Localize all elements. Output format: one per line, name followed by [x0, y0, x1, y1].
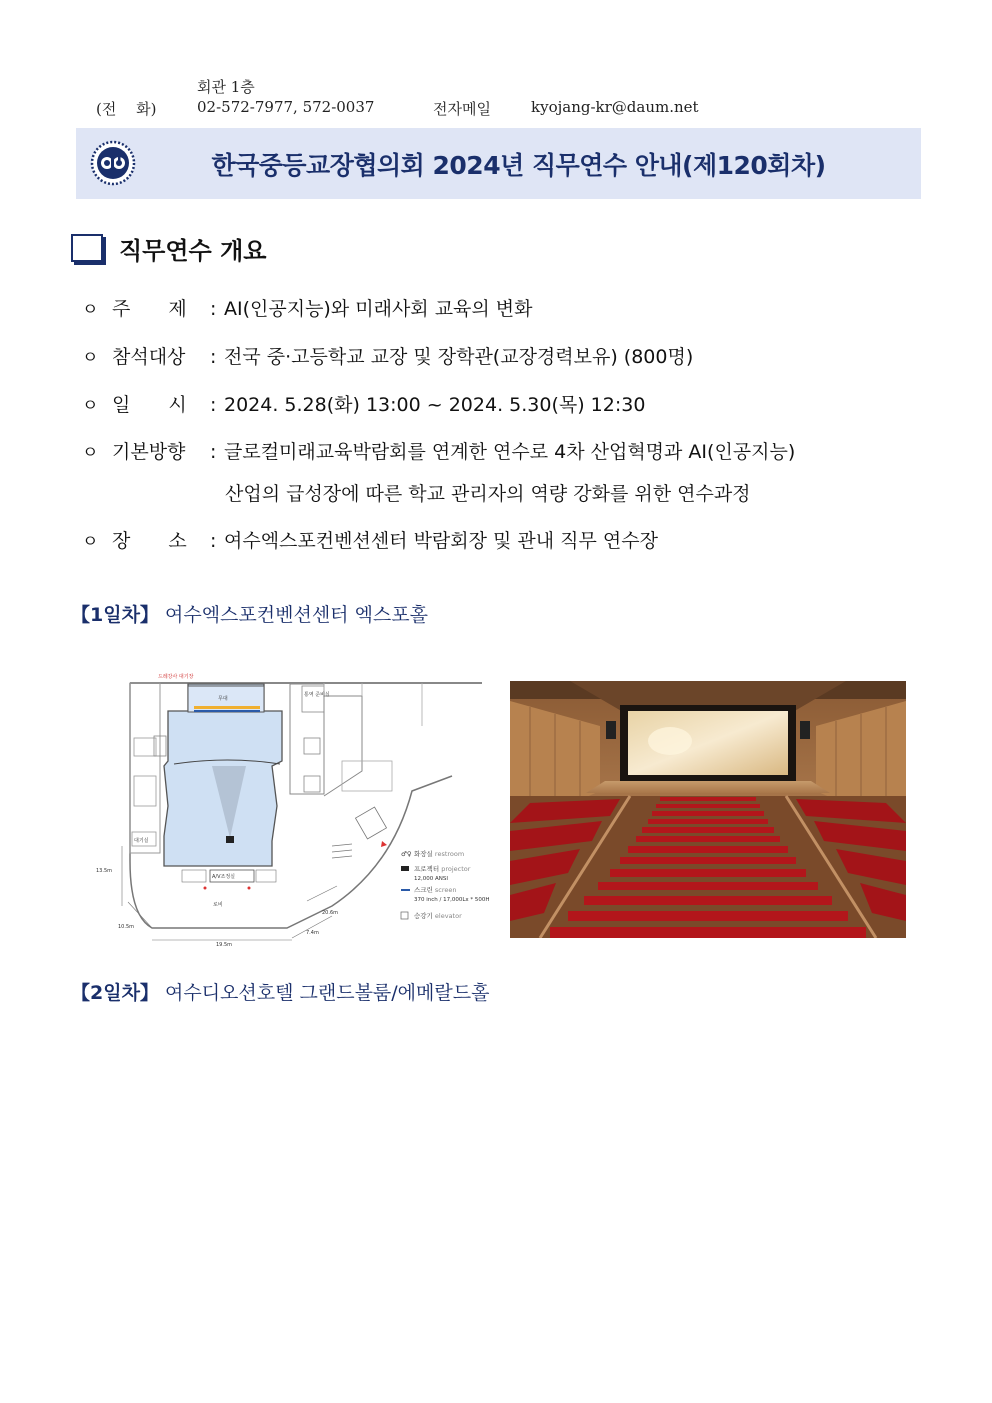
- item-value: 글로컬미래교육박람회를 연계한 연수로 4차 산업혁명과 AI(인공지능): [224, 441, 796, 463]
- checkbox-square-icon: [71, 234, 103, 262]
- bullet-icon: ㅇ: [82, 532, 99, 552]
- day2-tag: 【2일차】: [71, 982, 159, 1004]
- phone-value: 02-572-7977, 572-0037: [197, 98, 375, 116]
- legend-screen-en: screen: [434, 886, 457, 894]
- legend-screen-spec: 370 inch / 17,000Lx * 500H: [414, 897, 490, 903]
- legend-restroom-en: restroom: [434, 850, 465, 858]
- plan-dim-bottom3: 20.6m: [322, 910, 339, 916]
- section-title: 직무연수 개요: [119, 236, 267, 265]
- item-label: 일 시: [112, 394, 187, 416]
- item-value: 여수엑스포컨벤션센터 박람회장 및 관내 직무 연수장: [224, 530, 658, 552]
- bullet-icon: ㅇ: [82, 300, 99, 320]
- item-value: 전국 중·고등학교 교장 및 장학관(교장경력보유) (800명): [224, 346, 694, 368]
- item-topic: [82, 294, 533, 321]
- svg-text:화장실 restroom: [414, 849, 464, 858]
- email-value[interactable]: kyojang-kr@daum.net: [531, 98, 699, 116]
- floor-plan-diagram: [92, 666, 492, 948]
- svg-text:프로젝터 projector: [414, 864, 471, 873]
- legend-projector-en: projector: [441, 865, 471, 873]
- item-label: 기본방향: [112, 441, 186, 463]
- legend-restroom-ko: 화장실: [414, 850, 433, 858]
- item-direction-continued: 산업의 급성장에 따른 학교 관리자의 역량 강화를 위한 연수과정: [225, 483, 751, 505]
- plan-stage-label: 무대: [218, 696, 228, 702]
- address-tail: 회관 1층: [197, 78, 255, 96]
- item-label: 장 소: [112, 530, 187, 552]
- plan-top-note: 드레강사 대기장: [158, 674, 194, 680]
- plan-side-room-label: 통역 준비실: [304, 692, 330, 698]
- item-colon: :: [210, 394, 217, 416]
- item-colon: :: [210, 441, 217, 463]
- day1-venue: 여수엑스포컨벤션센터 엑스포홀: [164, 604, 428, 626]
- plan-dim-bottom4: 7.4m: [306, 930, 319, 936]
- svg-text:승강기 elevator: [414, 911, 462, 920]
- legend-projector-ko: 프로젝터: [414, 865, 440, 873]
- day1-tag: 【1일차】: [71, 604, 159, 626]
- item-colon: :: [210, 298, 217, 320]
- item-direction: [82, 437, 795, 464]
- legend-projector-icon: [401, 866, 409, 871]
- item-value: AI(인공지능)와 미래사회 교육의 변화: [224, 298, 533, 320]
- item-colon: :: [210, 346, 217, 368]
- day2-venue: 여수디오션호텔 그랜드볼룸/에메랄드홀: [164, 982, 490, 1004]
- legend-screen-ko: 스크린: [414, 886, 433, 894]
- legend-projector-spec: 12,000 ANSI: [414, 876, 448, 882]
- plan-control-label: A/V조정실: [212, 874, 236, 880]
- title-banner: [76, 128, 921, 199]
- item-participants: [82, 342, 693, 369]
- item-label: 주 제: [112, 298, 187, 320]
- section-heading: [71, 232, 266, 264]
- bullet-icon: ㅇ: [82, 396, 99, 416]
- legend-elevator-ko: 승강기: [414, 912, 433, 920]
- plan-dim-bottom1: 10.5m: [118, 924, 135, 930]
- phone-label: (전 화): [96, 100, 157, 118]
- day1-heading: [71, 600, 428, 627]
- item-schedule: [82, 390, 645, 417]
- email-label: 전자메일: [433, 100, 491, 118]
- plan-lobby-label: 로비: [213, 902, 223, 908]
- auditorium-photo: [510, 681, 906, 938]
- item-venue: [82, 526, 658, 553]
- bullet-icon: ㅇ: [82, 348, 99, 368]
- day2-heading: [71, 978, 489, 1005]
- svg-text:스크린 screen: [414, 885, 457, 894]
- plan-dim-left: 13.5m: [96, 868, 113, 874]
- item-label: 참석대상: [112, 346, 186, 368]
- plan-waiting-label: 대기실: [134, 838, 149, 844]
- item-colon: :: [210, 530, 217, 552]
- legend-restroom-icon: ♂♀: [401, 850, 412, 858]
- item-value: 2024. 5.28(화) 13:00 ~ 2024. 5.30(목) 12:30: [224, 394, 646, 416]
- plan-dim-bottom2: 19.5m: [216, 942, 233, 948]
- bullet-icon: ㅇ: [82, 443, 99, 463]
- legend-elevator-en: elevator: [434, 912, 462, 920]
- banner-title: 한국중등교장협의회 2024년 직무연수 안내(제120회차): [211, 151, 826, 180]
